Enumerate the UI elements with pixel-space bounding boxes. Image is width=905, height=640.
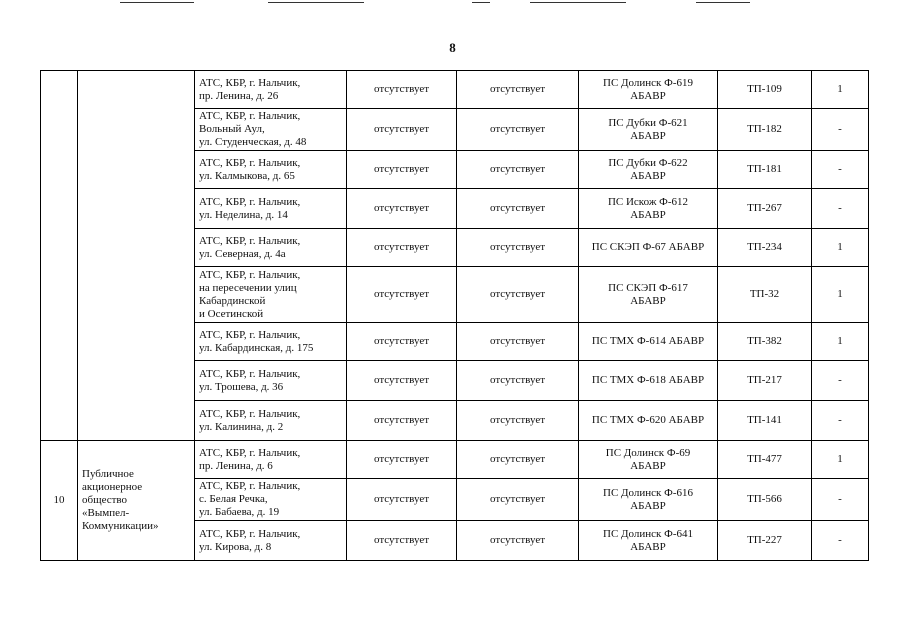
status-cell: отсутствует bbox=[457, 71, 579, 109]
substation-cell: ПС Долинск Ф-69 АБАВР bbox=[579, 441, 718, 479]
top-rule-5 bbox=[696, 2, 750, 3]
count-cell: 1 bbox=[812, 441, 869, 479]
substation-cell: ПС Дубки Ф-621 АБАВР bbox=[579, 109, 718, 151]
status-cell: отсутствует bbox=[457, 151, 579, 189]
transformer-cell: ТП-32 bbox=[718, 267, 812, 323]
top-rule-3 bbox=[472, 2, 490, 3]
substation-cell: ПС Искож Ф-612 АБАВР bbox=[579, 189, 718, 229]
status-cell: отсутствует bbox=[457, 229, 579, 267]
count-cell: 1 bbox=[812, 323, 869, 361]
status-cell: отсутствует bbox=[347, 323, 457, 361]
organization-cell bbox=[78, 71, 195, 441]
transformer-cell: ТП-217 bbox=[718, 361, 812, 401]
transformer-cell: ТП-477 bbox=[718, 441, 812, 479]
status-cell: отсутствует bbox=[457, 479, 579, 521]
row-number-cell: 10 bbox=[41, 441, 78, 561]
substation-cell: ПС ТМХ Ф-614 АБАВР bbox=[579, 323, 718, 361]
address-cell: АТС, КБР, г. Нальчик, ул. Калинина, д. 2 bbox=[195, 401, 347, 441]
top-rule-1 bbox=[120, 2, 194, 3]
status-cell: отсутствует bbox=[347, 109, 457, 151]
count-cell: - bbox=[812, 521, 869, 561]
status-cell: отсутствует bbox=[347, 479, 457, 521]
top-rule-2 bbox=[268, 2, 364, 3]
count-cell: - bbox=[812, 361, 869, 401]
count-cell: - bbox=[812, 189, 869, 229]
transformer-cell: ТП-182 bbox=[718, 109, 812, 151]
transformer-cell: ТП-267 bbox=[718, 189, 812, 229]
table-row bbox=[41, 71, 869, 109]
status-cell: отсутствует bbox=[347, 229, 457, 267]
address-cell: АТС, КБР, г. Нальчик, ул. Северная, д. 4а bbox=[195, 229, 347, 267]
page-number: 8 bbox=[449, 40, 456, 55]
address-cell: АТС, КБР, г. Нальчик, пр. Ленина, д. 26 bbox=[195, 71, 347, 109]
status-cell: отсутствует bbox=[347, 151, 457, 189]
transformer-cell: ТП-227 bbox=[718, 521, 812, 561]
transformer-cell: ТП-141 bbox=[718, 401, 812, 441]
transformer-cell: ТП-109 bbox=[718, 71, 812, 109]
count-cell: 1 bbox=[812, 71, 869, 109]
row-number-cell bbox=[41, 71, 78, 441]
substation-cell: ПС ТМХ Ф-620 АБАВР bbox=[579, 401, 718, 441]
status-cell: отсутствует bbox=[347, 441, 457, 479]
status-cell: отсутствует bbox=[457, 441, 579, 479]
status-cell: отсутствует bbox=[457, 267, 579, 323]
status-cell: отсутствует bbox=[457, 189, 579, 229]
address-cell: АТС, КБР, г. Нальчик, ул. Трошева, д. 36 bbox=[195, 361, 347, 401]
substation-cell: ПС Долинск Ф-619 АБАВР bbox=[579, 71, 718, 109]
count-cell: - bbox=[812, 479, 869, 521]
address-cell: АТС, КБР, г. Нальчик, ул. Неделина, д. 14 bbox=[195, 189, 347, 229]
status-cell: отсутствует bbox=[347, 401, 457, 441]
status-cell: отсутствует bbox=[347, 189, 457, 229]
address-cell: АТС, КБР, г. Нальчик, Вольный Аул, ул. Студенческая, д. 48 bbox=[195, 109, 347, 151]
count-cell: - bbox=[812, 109, 869, 151]
top-rule-4 bbox=[530, 2, 626, 3]
facilities-table bbox=[40, 70, 869, 561]
address-cell: АТС, КБР, г. Нальчик, ул. Кабардинская, д. 175 bbox=[195, 323, 347, 361]
status-cell: отсутствует bbox=[347, 267, 457, 323]
table-body bbox=[41, 71, 869, 561]
transformer-cell: ТП-181 bbox=[718, 151, 812, 189]
transformer-cell: ТП-566 bbox=[718, 479, 812, 521]
address-cell: АТС, КБР, г. Нальчик, ул. Калмыкова, д. 65 bbox=[195, 151, 347, 189]
status-cell: отсутствует bbox=[457, 521, 579, 561]
substation-cell: ПС Долинск Ф-641 АБАВР bbox=[579, 521, 718, 561]
count-cell: 1 bbox=[812, 267, 869, 323]
substation-cell: ПС ТМХ Ф-618 АБАВР bbox=[579, 361, 718, 401]
address-cell: АТС, КБР, г. Нальчик, на пересечении улиц Кабардинской и Осетинской bbox=[195, 267, 347, 323]
substation-cell: ПС СКЭП Ф-617 АБАВР bbox=[579, 267, 718, 323]
status-cell: отсутствует bbox=[347, 71, 457, 109]
address-cell: АТС, КБР, г. Нальчик, ул. Кирова, д. 8 bbox=[195, 521, 347, 561]
organization-cell: Публичное акционерное общество «Вымпел- Коммуникации» bbox=[78, 441, 195, 561]
status-cell: отсутствует bbox=[457, 109, 579, 151]
address-cell: АТС, КБР, г. Нальчик, с. Белая Речка, ул. Бабаева, д. 19 bbox=[195, 479, 347, 521]
count-cell: 1 bbox=[812, 229, 869, 267]
substation-cell: ПС СКЭП Ф-67 АБАВР bbox=[579, 229, 718, 267]
count-cell: - bbox=[812, 151, 869, 189]
status-cell: отсутствует bbox=[457, 401, 579, 441]
status-cell: отсутствует bbox=[457, 323, 579, 361]
count-cell: - bbox=[812, 401, 869, 441]
address-cell: АТС, КБР, г. Нальчик, пр. Ленина, д. 6 bbox=[195, 441, 347, 479]
substation-cell: ПС Дубки Ф-622 АБАВР bbox=[579, 151, 718, 189]
status-cell: отсутствует bbox=[457, 361, 579, 401]
transformer-cell: ТП-382 bbox=[718, 323, 812, 361]
table-row bbox=[41, 441, 869, 479]
status-cell: отсутствует bbox=[347, 361, 457, 401]
transformer-cell: ТП-234 bbox=[718, 229, 812, 267]
status-cell: отсутствует bbox=[347, 521, 457, 561]
substation-cell: ПС Долинск Ф-616 АБАВР bbox=[579, 479, 718, 521]
